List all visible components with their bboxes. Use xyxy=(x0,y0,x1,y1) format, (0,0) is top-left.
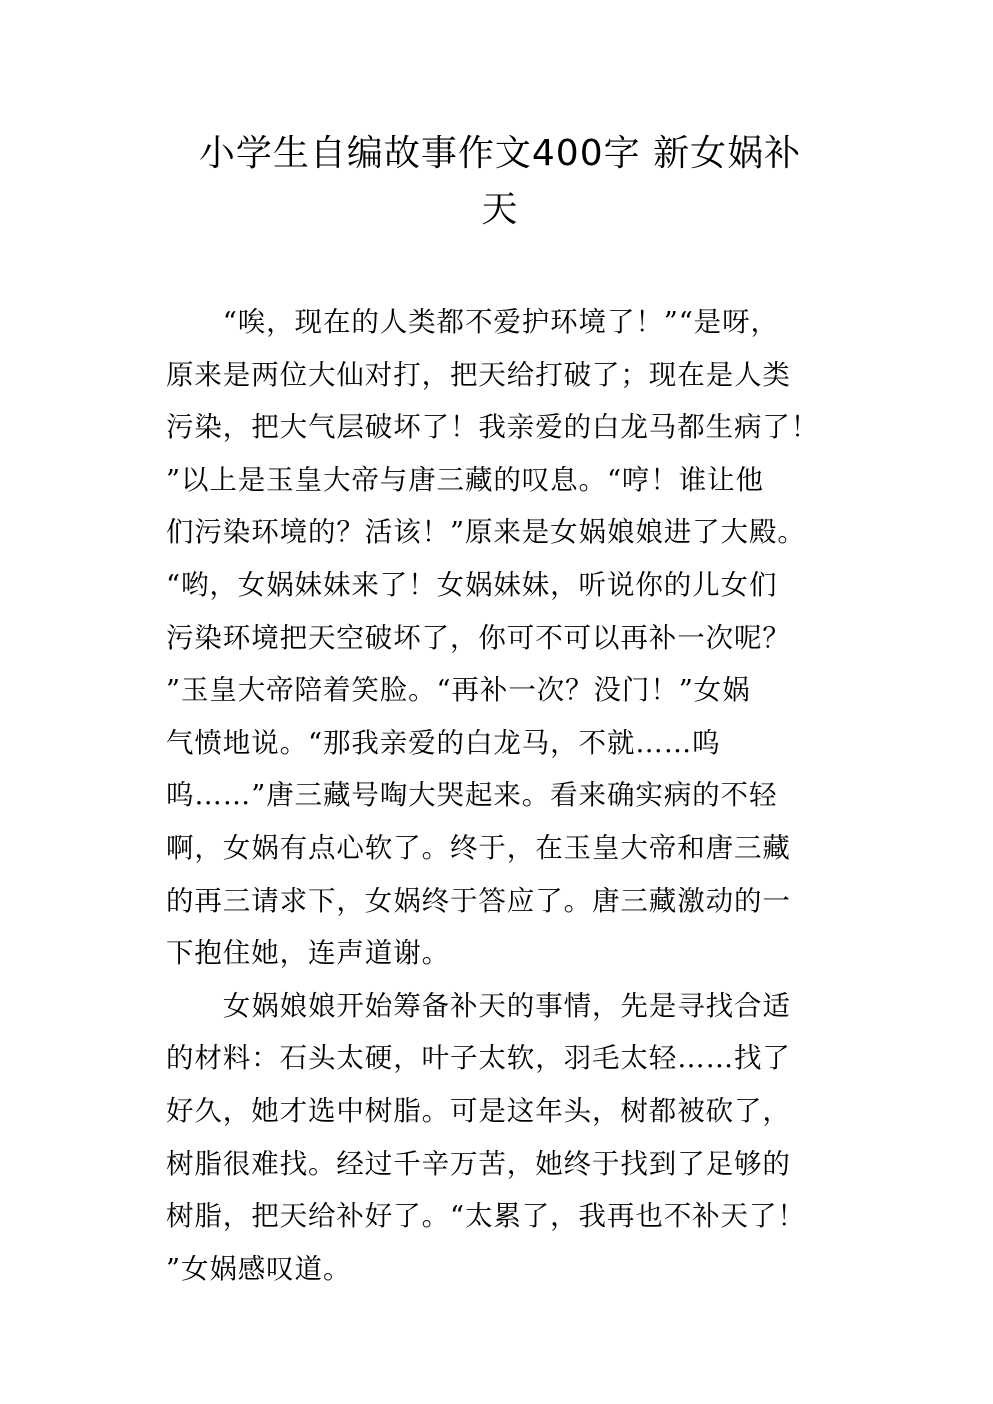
document-body xyxy=(166,296,856,1295)
text-line: 的再三请求下，女娲终于答应了。唐三藏激动的一 xyxy=(166,884,791,917)
text-line: “唉，现在的人类都不爱护环境了！”“是呀， xyxy=(166,306,779,338)
text-line: ”以上是玉皇大帝与唐三藏的叹息。“哼！谁让他 xyxy=(166,463,764,496)
document-title xyxy=(160,126,840,238)
text-line: 树脂很难找。经过千辛万苦，她终于找到了足够的 xyxy=(166,1147,791,1180)
title-line-1: 小学生自编故事作文400字 新女娲补 xyxy=(198,133,802,174)
text-line: 污染，把大气层破坏了！我亲爱的白龙马都生病了！ xyxy=(166,411,820,444)
text-line: 原来是两位大仙对打，把天给打破了；现在是人类 xyxy=(166,358,791,391)
text-line: 树脂，把天给补好了。“太累了，我再也不补天了！ xyxy=(166,1200,806,1233)
text-line: ”玉皇大帝陪着笑脸。“再补一次？没门！”女娲 xyxy=(166,674,751,707)
text-line: 下抱住她，连声道谢。 xyxy=(166,937,450,970)
text-line: 啊，女娲有点心软了。终于，在玉皇大帝和唐三藏 xyxy=(166,831,791,864)
text-line: 污染环境把天空破坏了，你可不可以再补一次呢？ xyxy=(166,621,791,654)
text-line: 气愤地说。“那我亲爱的白龙马，不就……呜 xyxy=(166,726,721,759)
text-line: 女娲娘娘开始筹备补天的事情，先是寻找合适 xyxy=(166,989,791,1022)
text-line: ”女娲感叹道。 xyxy=(166,1252,352,1285)
text-line: 呜……”唐三藏号啕大哭起来。看来确实病的不轻 xyxy=(166,779,778,812)
text-line: 好久，她才选中树脂。可是这年头，树都被砍了， xyxy=(166,1094,791,1127)
text-line: “哟，女娲妹妹来了！女娲妹妹，听说你的儿女们 xyxy=(166,568,778,601)
text-line: 的材料：石头太硬，叶子太软，羽毛太轻……找了 xyxy=(166,1042,791,1075)
text-line: 们污染环境的？活该！”原来是女娲娘娘进了大殿。 xyxy=(166,516,806,549)
title-line-2: 天 xyxy=(481,189,519,230)
